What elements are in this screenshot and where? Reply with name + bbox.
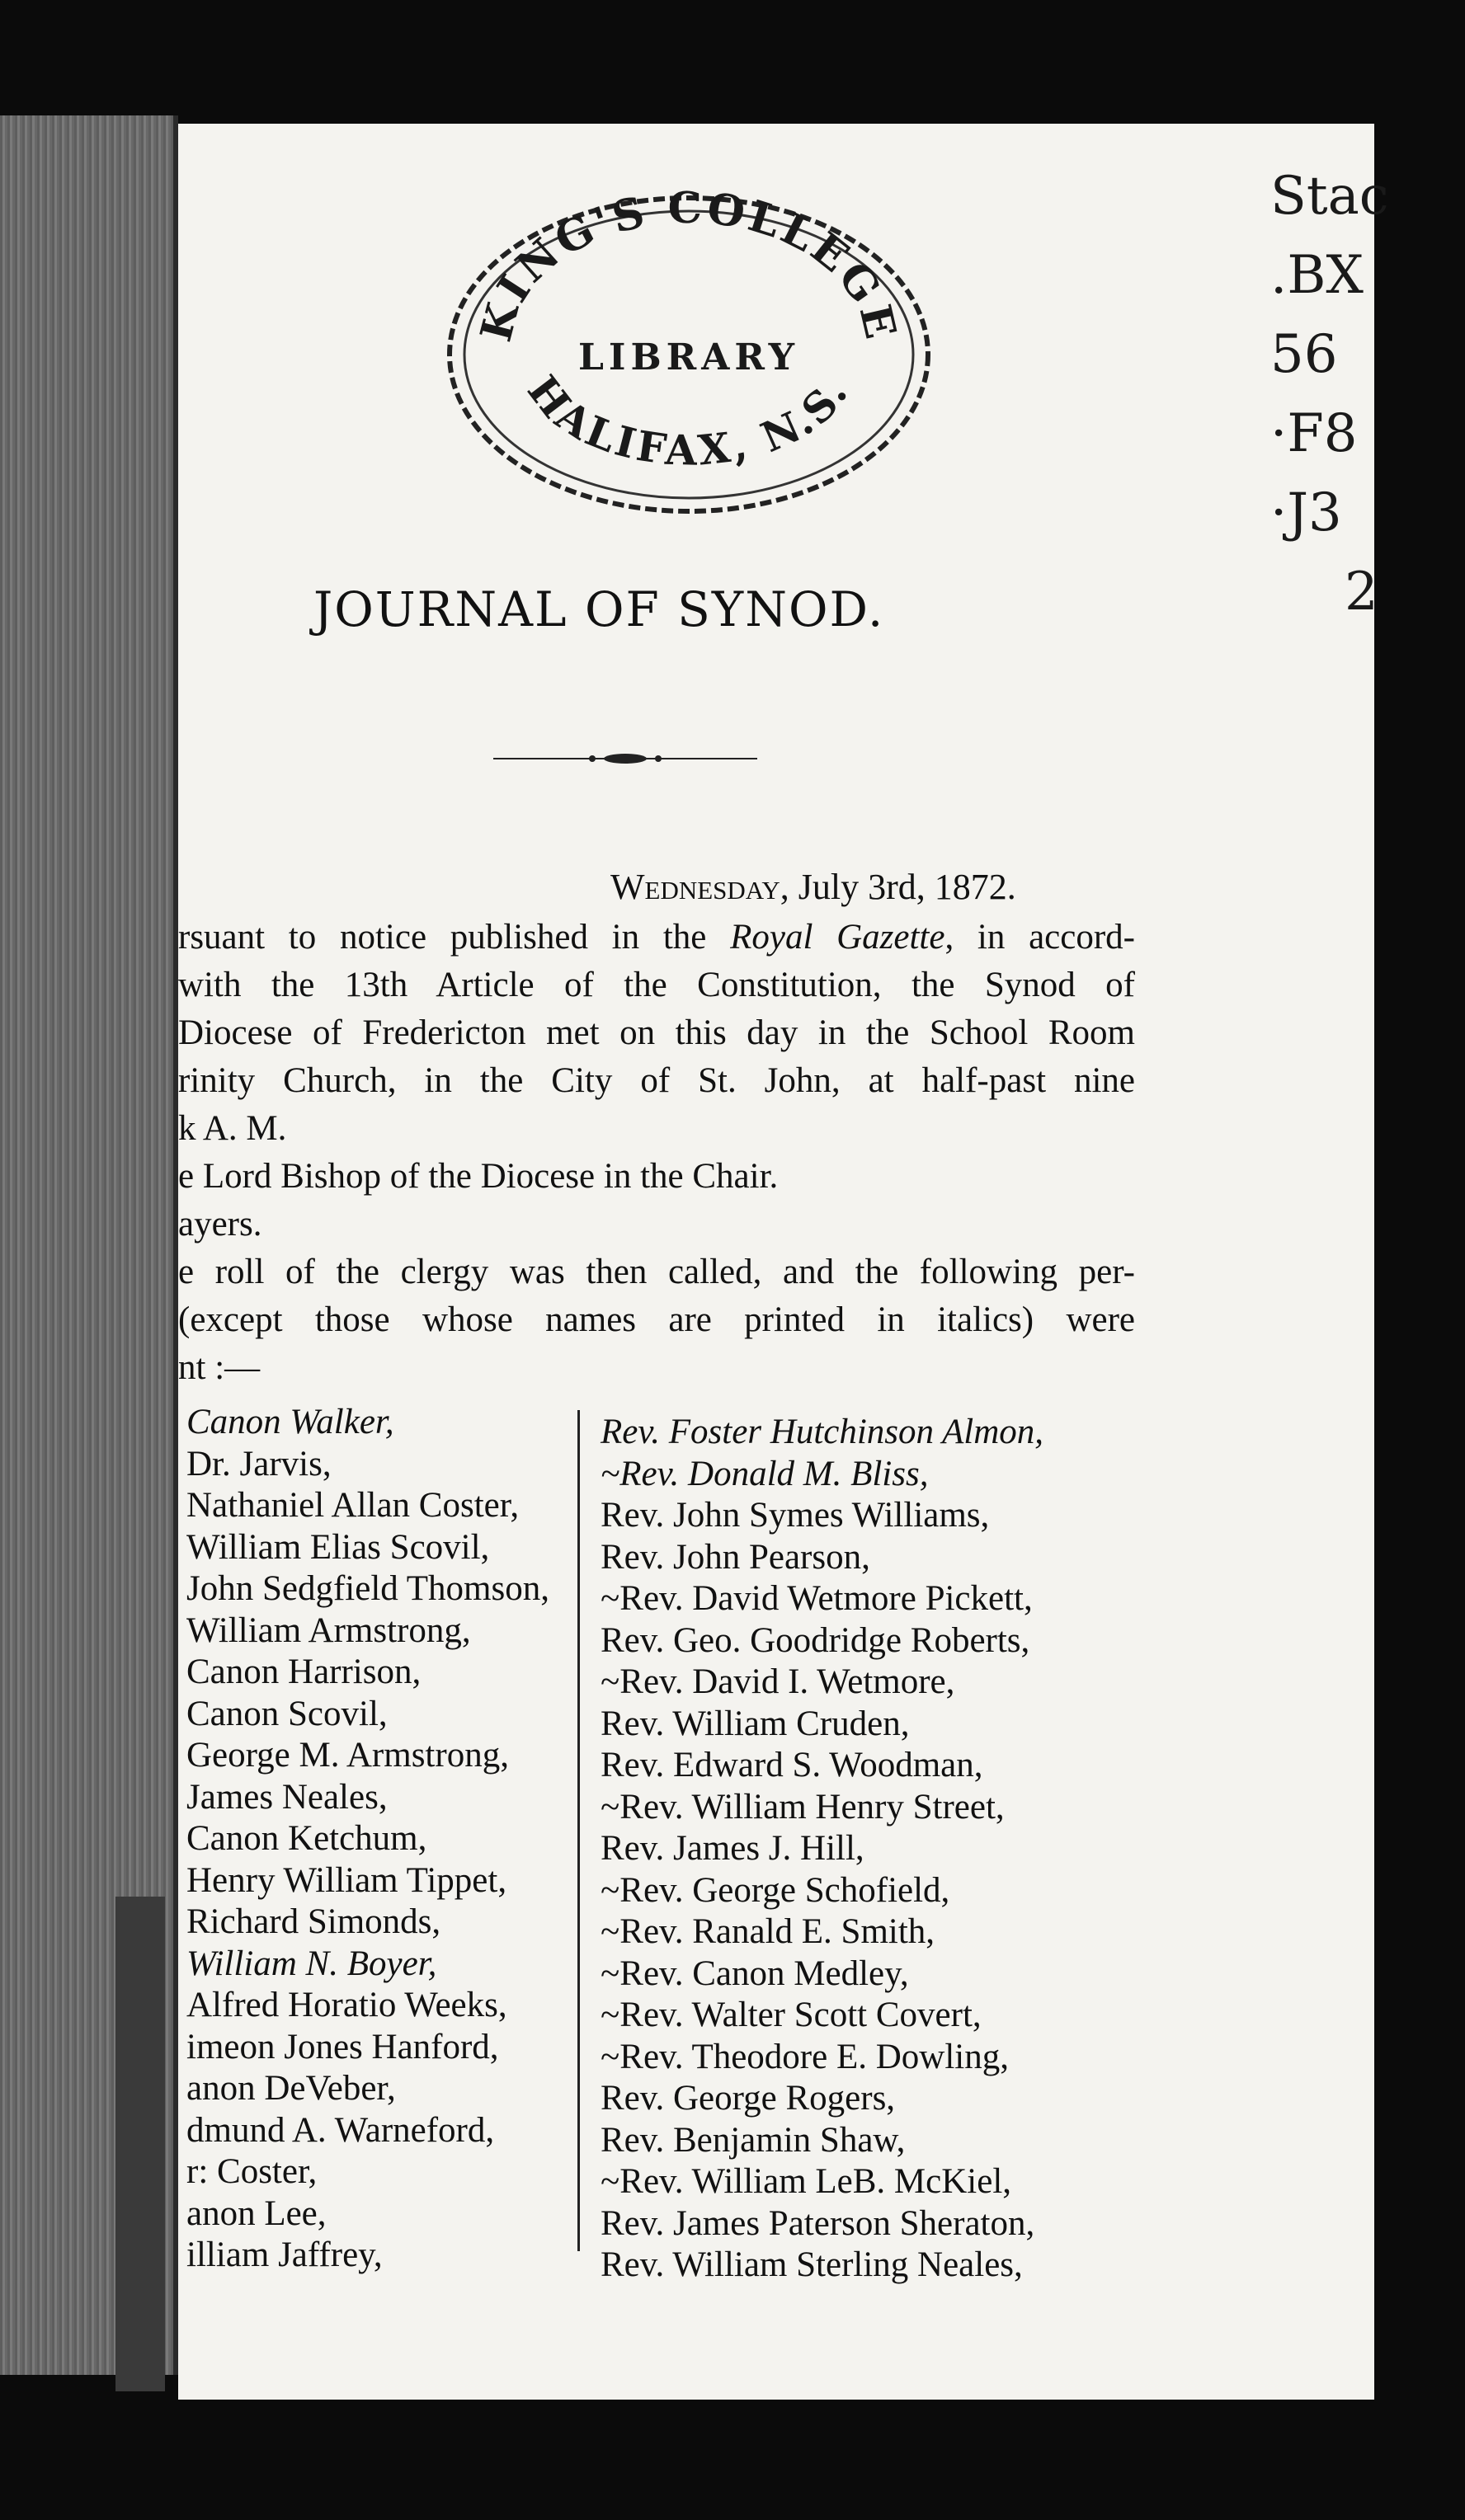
clergy-name: ~Rev. George Schofield, — [601, 1870, 950, 1910]
clergy-name: Rev. John Pearson, — [601, 1537, 870, 1577]
call-number-line: 2 — [1345, 562, 1378, 623]
body-text — [178, 914, 1135, 1392]
clergy-name: dmund A. Warneford, — [186, 2110, 495, 2150]
paragraph-line: e roll of the clergy was then called, and the following per- — [178, 1253, 1135, 1291]
clergy-name: Rev. John Symes Williams, — [601, 1496, 990, 1535]
clergy-name: Rev. James J. Hill, — [601, 1829, 864, 1868]
call-number-line: 56 — [1270, 324, 1338, 385]
clergy-name: Rev. Benjamin Shaw, — [601, 2120, 906, 2160]
call-number-notes — [1270, 157, 1465, 623]
clergy-name: Rev. William Cruden, — [601, 1704, 910, 1743]
italic-text: Royal Gazette — [730, 918, 945, 957]
clergy-name: James Neales, — [186, 1777, 388, 1817]
clergy-name: Henry William Tippet, — [186, 1860, 507, 1900]
clergy-name: imeon Jones Hanford, — [186, 2027, 499, 2066]
ornamental-rule — [493, 746, 757, 771]
paragraph-line: with the 13th Article of the Constitution, the Synod of — [178, 966, 1135, 1004]
clergy-name: Nathaniel Allan Coster, — [186, 1486, 520, 1525]
call-number-line: ·J3 — [1270, 482, 1342, 543]
page-title: JOURNAL OF SYNOD. — [313, 581, 885, 637]
clergy-name: Rev. Foster Hutchinson Almon, — [601, 1413, 1044, 1451]
clergy-name: illiam Jaffrey, — [186, 2236, 383, 2274]
clergy-name: ~Rev. William Henry Street, — [601, 1787, 1005, 1827]
dateline — [610, 866, 1016, 908]
clergy-name: ~Rev. David Wetmore Pickett, — [601, 1579, 1033, 1618]
clergy-name: ~Rev. Theodore E. Dowling, — [601, 2037, 1009, 2076]
clergy-name: Richard Simonds, — [186, 1902, 441, 1941]
library-stamp — [437, 181, 940, 528]
binding-shadow — [115, 1897, 165, 2391]
paragraph-line: (except those whose names are printed in italics) were — [178, 1300, 1135, 1339]
clergy-name: Rev. George Rogers, — [601, 2079, 896, 2118]
clergy-name: William Elias Scovil, — [186, 1527, 490, 1567]
paragraph-line: rinity Church, in the City of St. John, at half-past nine — [178, 1061, 1135, 1100]
paragraph-line: nt :— — [178, 1348, 261, 1387]
clergy-name: William N. Boyer, — [186, 1944, 437, 1983]
svg-text:HALIFAX, N.S. — [518, 366, 859, 474]
clergy-name: Canon Ketchum, — [186, 1819, 427, 1858]
paragraph-line: e Lord Bishop of the Diocese in the Chair. — [178, 1157, 779, 1196]
clergy-name: Canon Walker, — [186, 1403, 394, 1441]
clergy-name: r: Coster, — [186, 2152, 318, 2191]
clergy-name: Rev. James Paterson Sheraton, — [601, 2203, 1035, 2243]
clergy-name: Rev. Edward S. Woodman, — [601, 1746, 983, 1784]
clergy-name: George M. Armstrong, — [186, 1736, 509, 1775]
clergy-name: Dr. Jarvis, — [186, 1444, 332, 1483]
clergy-list-left — [186, 1402, 582, 2277]
call-number-line: Stac — [1270, 166, 1389, 227]
clergy-name: Canon Harrison, — [186, 1653, 422, 1691]
clergy-name: Canon Scovil, — [186, 1694, 388, 1733]
svg-text:KING'S COLLEGE — [471, 183, 907, 346]
clergy-name: Rev. William Sterling Neales, — [601, 2245, 1023, 2284]
clergy-name: ~Rev. Donald M. Bliss, — [601, 1454, 929, 1493]
paragraph-line: rsuant to notice published in the Royal Gazette, in accord- — [178, 918, 1135, 957]
clergy-name: William Armstrong, — [186, 1610, 471, 1650]
clergy-name: anon Lee, — [186, 2193, 327, 2233]
paragraph-line: k A. M. — [178, 1109, 287, 1148]
clergy-name: ~Rev. Canon Medley, — [601, 1953, 909, 1993]
stamp-top-text: KING'S COLLEGE — [470, 182, 907, 347]
clergy-name: ~Rev. Ranald E. Smith, — [601, 1912, 935, 1951]
stamp-middle-text: LIBRARY — [577, 336, 800, 378]
stamp-bottom-text: HALIFAX, N.S. — [518, 366, 859, 475]
call-number-line: .BX — [1270, 245, 1364, 306]
clergy-name: ~Rev. Walter Scott Covert, — [601, 1996, 982, 2034]
clergy-name: Alfred Horatio Weeks, — [186, 1986, 507, 2024]
paragraph-line: Diocese of Fredericton met on this day in the School Room — [178, 1013, 1135, 1052]
paragraph-line: ayers. — [178, 1205, 262, 1244]
dateline-day: Wednesday — [610, 867, 780, 907]
dateline-date: , July 3rd, 1872. — [780, 867, 1016, 907]
clergy-name: ~Rev. William LeB. McKiel, — [601, 2162, 1012, 2201]
clergy-name: ~Rev. David I. Wetmore, — [601, 1662, 955, 1701]
clergy-name: anon DeVeber, — [186, 2069, 396, 2108]
clergy-name: Rev. Geo. Goodridge Roberts, — [601, 1620, 1030, 1660]
call-number-line: ·F8 — [1270, 403, 1358, 464]
clergy-name: John Sedgfield Thomson, — [186, 1569, 549, 1608]
clergy-list-right — [601, 1412, 1161, 2287]
